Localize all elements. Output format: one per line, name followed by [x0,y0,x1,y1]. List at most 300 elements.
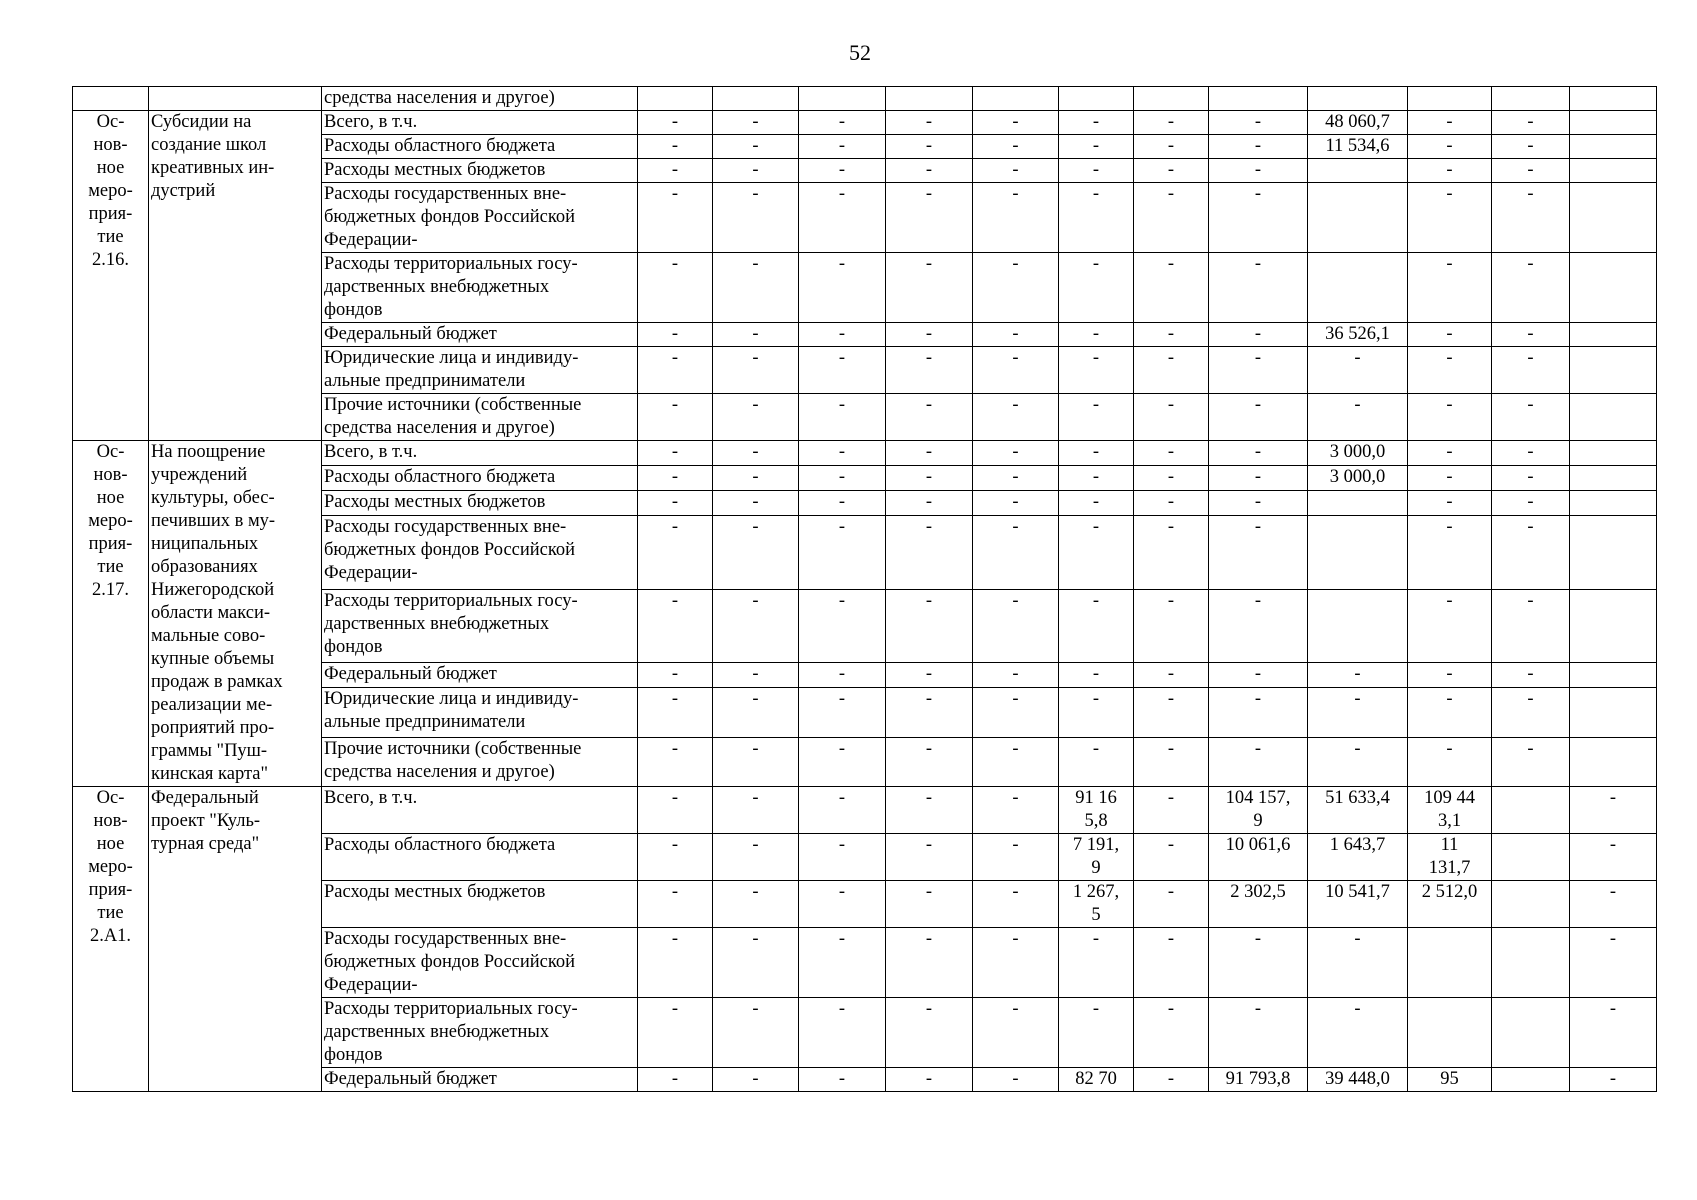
value-cell: - [1492,347,1570,394]
funding-source-cell: Расходы территориальных госу- дарственных внебюджетных фондов [322,589,638,662]
value-cell: - [886,394,973,441]
value-cell: - [1408,516,1492,589]
value-cell: - [1209,347,1308,394]
value-cell: 1 643,7 [1308,834,1408,881]
value-cell: - [1492,159,1570,183]
value-cell: - [799,787,886,834]
value-cell: - [1134,323,1209,347]
value-cell: - [638,928,713,998]
value-cell [1570,441,1657,466]
value-cell: - [1308,688,1408,737]
source-cell: средства населения и другое) [322,87,638,111]
value-cell: - [1408,688,1492,737]
value-cell: - [1492,253,1570,323]
value-cell [1570,183,1657,253]
funding-source-cell: Прочие источники (собственные средства населения и другое) [322,394,638,441]
value-cell: - [1059,135,1134,159]
funding-source-cell: Расходы областного бюджета [322,135,638,159]
value-cell: 36 526,1 [1308,323,1408,347]
value-cell: - [886,834,973,881]
measure-code-cell: Ос- нов- ное меро- прия- тие 2.17. [73,441,149,787]
value-cell: 95 [1408,1068,1492,1092]
value-cell: - [638,111,713,135]
value-cell: - [973,834,1059,881]
table-row [73,111,1657,135]
value-cell: - [1408,183,1492,253]
value-cell: - [1059,183,1134,253]
value-cell: - [1134,394,1209,441]
value-cell: - [886,466,973,491]
value-cell: 48 060,7 [1308,111,1408,135]
value-cell: - [799,159,886,183]
value-cell [1570,394,1657,441]
value-cell: - [1209,253,1308,323]
funding-source-cell: Расходы местных бюджетов [322,491,638,516]
value-cell [638,87,713,111]
value-cell: - [799,928,886,998]
value-cell: - [973,1068,1059,1092]
value-cell: - [1059,323,1134,347]
value-cell: - [886,323,973,347]
funding-source-cell: Расходы территориальных госу- дарственных внебюджетных фондов [322,998,638,1068]
value-cell: - [886,347,973,394]
value-cell [1308,159,1408,183]
value-cell: - [1492,111,1570,135]
value-cell [1492,834,1570,881]
funding-source-cell: Расходы местных бюджетов [322,881,638,928]
value-cell: - [799,466,886,491]
value-cell [1570,87,1657,111]
budget-table [72,86,1657,1092]
value-cell: 3 000,0 [1308,466,1408,491]
value-cell: - [638,159,713,183]
value-cell [1492,881,1570,928]
code-cell [73,87,149,111]
value-cell: - [1134,347,1209,394]
value-cell: - [973,441,1059,466]
value-cell: - [1134,928,1209,998]
value-cell: - [1308,928,1408,998]
value-cell: - [1209,441,1308,466]
value-cell: - [973,347,1059,394]
value-cell: - [799,834,886,881]
value-cell: - [799,516,886,589]
value-cell: - [713,663,799,688]
value-cell [1570,135,1657,159]
value-cell: - [1492,663,1570,688]
value-cell: - [713,253,799,323]
value-cell: - [799,663,886,688]
value-cell [886,87,973,111]
value-cell: - [973,394,1059,441]
value-cell: - [638,323,713,347]
value-cell: - [886,1068,973,1092]
value-cell: - [1209,998,1308,1068]
value-cell [1570,111,1657,135]
value-cell: - [1134,1068,1209,1092]
value-cell [1570,491,1657,516]
table-row [73,87,1657,111]
value-cell: - [1570,928,1657,998]
value-cell: - [713,491,799,516]
value-cell: - [1308,737,1408,786]
value-cell: - [973,589,1059,662]
value-cell: - [638,787,713,834]
value-cell: - [1308,663,1408,688]
measure-code-cell: Ос- нов- ное меро- прия- тие 2.А1. [73,787,149,1092]
value-cell: - [713,737,799,786]
value-cell [1308,516,1408,589]
value-cell: - [1492,737,1570,786]
value-cell: - [886,787,973,834]
value-cell: - [886,491,973,516]
value-cell: - [799,183,886,253]
funding-source-cell: Расходы государственных вне- бюджетных фондов Российской Федерации- [322,516,638,589]
funding-source-cell: Прочие источники (собственные средства населения и другое) [322,737,638,786]
value-cell: - [886,183,973,253]
value-cell: - [1134,688,1209,737]
value-cell: 2 302,5 [1209,881,1308,928]
value-cell: - [886,135,973,159]
value-cell: - [1134,159,1209,183]
value-cell: - [1134,111,1209,135]
value-cell: - [1209,491,1308,516]
value-cell: 11 534,6 [1308,135,1408,159]
value-cell: - [973,491,1059,516]
value-cell: - [713,394,799,441]
value-cell: - [1570,1068,1657,1092]
value-cell: - [799,998,886,1068]
value-cell: - [1570,881,1657,928]
value-cell: 10 541,7 [1308,881,1408,928]
value-cell: - [886,589,973,662]
value-cell: - [1408,253,1492,323]
value-cell: - [886,688,973,737]
value-cell: - [1059,111,1134,135]
value-cell: - [799,1068,886,1092]
funding-source-cell: Всего, в т.ч. [322,787,638,834]
value-cell: - [1308,394,1408,441]
value-cell: - [1059,394,1134,441]
value-cell: - [1134,834,1209,881]
value-cell: - [973,135,1059,159]
value-cell: - [1059,441,1134,466]
value-cell: - [1492,441,1570,466]
value-cell: - [1059,928,1134,998]
measure-name-cell: Федеральный проект "Куль- турная среда" [149,787,322,1092]
value-cell: - [1134,663,1209,688]
value-cell: 109 44 3,1 [1408,787,1492,834]
value-cell: - [1492,466,1570,491]
value-cell: - [973,881,1059,928]
funding-source-cell: Расходы областного бюджета [322,466,638,491]
value-cell: - [973,159,1059,183]
value-cell: - [638,183,713,253]
value-cell [973,87,1059,111]
value-cell [1570,159,1657,183]
value-cell: - [1492,516,1570,589]
value-cell: - [1134,998,1209,1068]
value-cell: 3 000,0 [1308,441,1408,466]
value-cell: - [1059,253,1134,323]
value-cell: - [713,589,799,662]
value-cell: - [1408,663,1492,688]
value-cell: - [799,589,886,662]
value-cell: - [713,441,799,466]
value-cell [1570,323,1657,347]
value-cell [1408,998,1492,1068]
value-cell: - [638,834,713,881]
value-cell: - [886,159,973,183]
value-cell: - [1408,347,1492,394]
value-cell: - [638,347,713,394]
value-cell: - [1408,466,1492,491]
value-cell: 91 793,8 [1209,1068,1308,1092]
value-cell: - [638,441,713,466]
value-cell: - [713,928,799,998]
funding-source-cell: Федеральный бюджет [322,1068,638,1092]
value-cell: - [1492,491,1570,516]
value-cell [1492,787,1570,834]
value-cell: - [638,998,713,1068]
value-cell: - [638,737,713,786]
value-cell: - [1308,998,1408,1068]
value-cell: - [713,183,799,253]
value-cell: 7 191, 9 [1059,834,1134,881]
value-cell: - [1059,347,1134,394]
value-cell [1308,183,1408,253]
funding-source-cell: Юридические лица и индивиду- альные предприниматели [322,347,638,394]
value-cell: - [1408,589,1492,662]
value-cell: - [1209,516,1308,589]
value-cell: - [638,394,713,441]
value-cell: - [973,253,1059,323]
value-cell [1408,928,1492,998]
value-cell: - [973,183,1059,253]
value-cell [1308,589,1408,662]
value-cell: - [1408,135,1492,159]
value-cell: - [1492,323,1570,347]
value-cell: - [638,491,713,516]
value-cell: - [713,135,799,159]
value-cell: - [1209,159,1308,183]
value-cell [1492,87,1570,111]
value-cell: - [1059,589,1134,662]
funding-source-cell: Федеральный бюджет [322,663,638,688]
value-cell: - [638,589,713,662]
value-cell: - [1209,323,1308,347]
value-cell: - [1209,135,1308,159]
value-cell: - [1209,928,1308,998]
value-cell: - [1134,135,1209,159]
value-cell: - [1408,323,1492,347]
value-cell: - [799,491,886,516]
table-row [73,441,1657,466]
value-cell [1308,87,1408,111]
value-cell [1570,688,1657,737]
value-cell: - [1209,466,1308,491]
value-cell [713,87,799,111]
value-cell: - [713,688,799,737]
value-cell: - [799,441,886,466]
value-cell: - [713,834,799,881]
value-cell [1059,87,1134,111]
value-cell: - [1209,111,1308,135]
value-cell [1134,87,1209,111]
value-cell: - [1059,688,1134,737]
value-cell: - [713,787,799,834]
value-cell: - [1134,253,1209,323]
value-cell: - [1209,589,1308,662]
value-cell: - [973,111,1059,135]
value-cell [1492,928,1570,998]
value-cell: - [638,135,713,159]
value-cell: - [713,998,799,1068]
value-cell: - [886,111,973,135]
value-cell: - [973,323,1059,347]
value-cell: 2 512,0 [1408,881,1492,928]
value-cell: - [1059,516,1134,589]
funding-source-cell: Всего, в т.ч. [322,111,638,135]
funding-source-cell: Расходы областного бюджета [322,834,638,881]
value-cell: - [638,688,713,737]
value-cell: - [713,323,799,347]
value-cell: 82 70 [1059,1068,1134,1092]
value-cell: 11 131,7 [1408,834,1492,881]
value-cell [1570,737,1657,786]
value-cell: - [799,881,886,928]
funding-source-cell: Юридические лица и индивиду- альные предприниматели [322,688,638,737]
value-cell [1209,87,1308,111]
funding-source-cell: Федеральный бюджет [322,323,638,347]
value-cell: - [1408,159,1492,183]
value-cell: - [1059,737,1134,786]
value-cell: - [886,737,973,786]
value-cell: - [1492,589,1570,662]
value-cell [799,87,886,111]
value-cell: - [1059,663,1134,688]
funding-source-cell: Всего, в т.ч. [322,441,638,466]
value-cell: - [886,253,973,323]
table-row [73,787,1657,834]
value-cell: - [973,998,1059,1068]
value-cell: - [1492,394,1570,441]
value-cell [1492,1068,1570,1092]
value-cell: - [1134,491,1209,516]
value-cell: - [1570,998,1657,1068]
value-cell: - [1059,466,1134,491]
value-cell: 104 157, 9 [1209,787,1308,834]
measure-name-cell: На поощрение учреждений культуры, обес- печивших в му- ниципальных образованиях Нижегородской области макси- мальные сово- купные объемы продаж в рамках реализации ме- роприятий про- граммы "Пуш- кинская карта" [149,441,322,787]
value-cell: - [713,881,799,928]
value-cell: 51 633,4 [1308,787,1408,834]
page-number: 52 [849,40,871,65]
value-cell: - [638,663,713,688]
value-cell: - [1209,183,1308,253]
value-cell: - [638,516,713,589]
value-cell: - [886,441,973,466]
value-cell: - [973,928,1059,998]
measure-name-cell: Субсидии на создание школ креативных ин- дустрий [149,111,322,441]
value-cell: - [799,135,886,159]
funding-source-cell: Расходы местных бюджетов [322,159,638,183]
value-cell [1570,253,1657,323]
value-cell: - [1408,737,1492,786]
value-cell: - [1059,159,1134,183]
value-cell: - [1134,466,1209,491]
value-cell: - [1408,111,1492,135]
value-cell: - [1134,589,1209,662]
value-cell: - [886,881,973,928]
value-cell: - [1209,394,1308,441]
value-cell: - [713,159,799,183]
value-cell: - [973,663,1059,688]
measure-code-cell: Ос- нов- ное меро- прия- тие 2.16. [73,111,149,441]
value-cell: - [1570,834,1657,881]
value-cell: 39 448,0 [1308,1068,1408,1092]
value-cell: - [1209,663,1308,688]
value-cell: - [1059,491,1134,516]
funding-source-cell: Расходы государственных вне- бюджетных фондов Российской Федерации- [322,928,638,998]
value-cell: - [1492,688,1570,737]
value-cell [1492,998,1570,1068]
value-cell: - [1059,998,1134,1068]
value-cell: - [1492,135,1570,159]
value-cell: - [1408,491,1492,516]
value-cell: 1 267, 5 [1059,881,1134,928]
value-cell [1408,87,1492,111]
value-cell: - [799,688,886,737]
value-cell: - [1134,441,1209,466]
value-cell: - [638,466,713,491]
value-cell: - [1134,516,1209,589]
name-cell [149,87,322,111]
value-cell: - [1570,787,1657,834]
funding-source-cell: Расходы территориальных госу- дарственных внебюджетных фондов [322,253,638,323]
value-cell: - [973,787,1059,834]
value-cell: - [886,516,973,589]
value-cell: - [713,466,799,491]
value-cell: - [1308,347,1408,394]
value-cell: - [1492,183,1570,253]
value-cell: - [799,347,886,394]
value-cell: - [713,1068,799,1092]
value-cell: - [886,663,973,688]
value-cell: - [638,1068,713,1092]
value-cell: - [1134,787,1209,834]
value-cell [1570,347,1657,394]
value-cell: - [1209,737,1308,786]
value-cell [1570,466,1657,491]
value-cell: - [638,881,713,928]
value-cell: - [713,111,799,135]
value-cell [1570,589,1657,662]
value-cell: - [799,394,886,441]
value-cell: - [713,347,799,394]
value-cell: - [1134,183,1209,253]
value-cell: - [973,688,1059,737]
value-cell: - [799,111,886,135]
value-cell: - [1134,737,1209,786]
value-cell: - [973,516,1059,589]
value-cell: 91 16 5,8 [1059,787,1134,834]
value-cell: 10 061,6 [1209,834,1308,881]
value-cell: - [799,253,886,323]
value-cell: - [799,323,886,347]
value-cell [1570,663,1657,688]
value-cell: - [638,253,713,323]
value-cell: - [713,516,799,589]
